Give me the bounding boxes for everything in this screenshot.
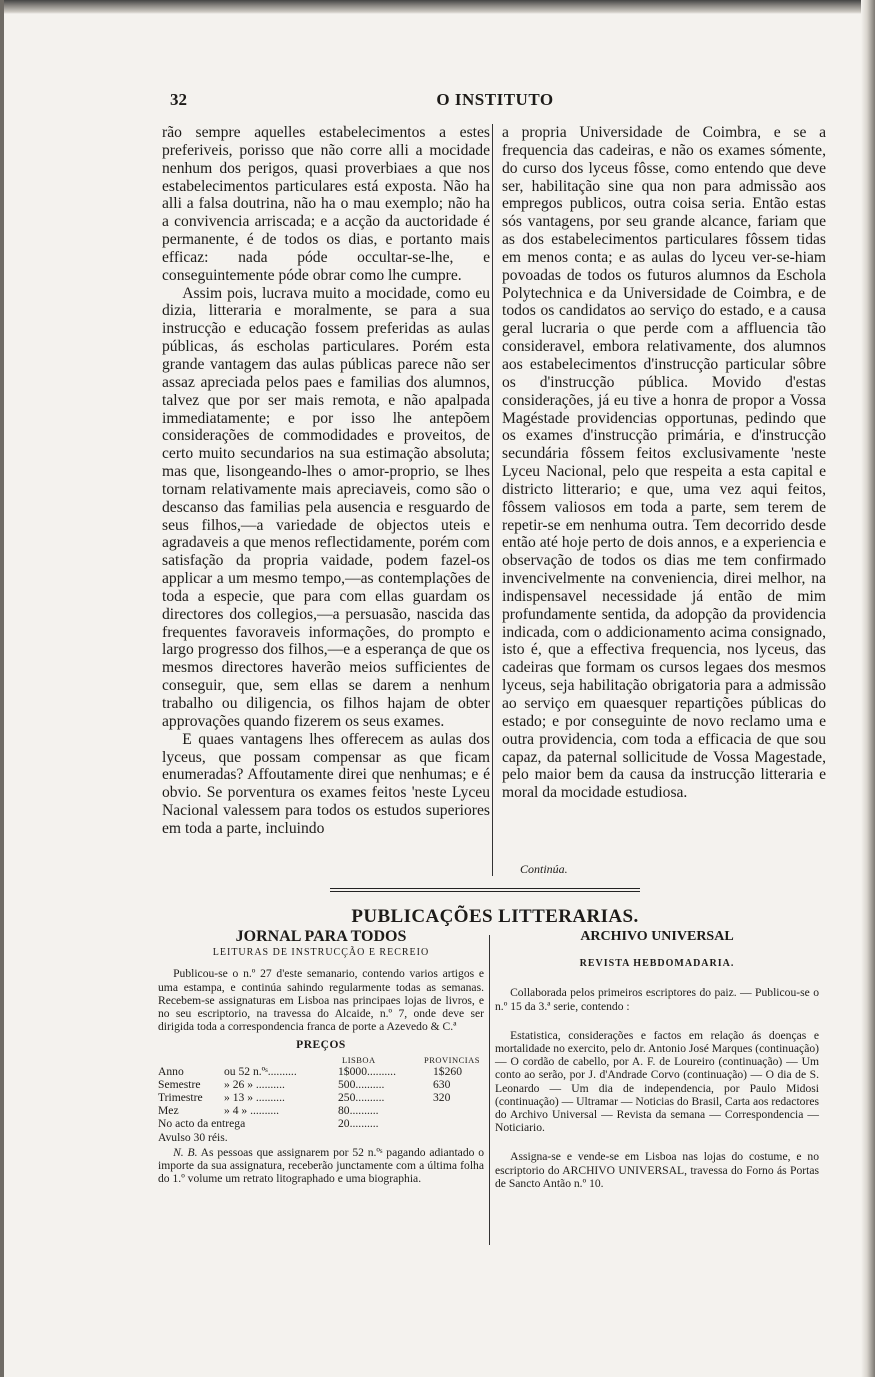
price-qty: » 4 » .......... xyxy=(224,1104,280,1118)
price-table xyxy=(158,1065,484,1131)
jornal-body: Publicou-se o n.º 27 d'este semanario, contendo varios artigos e uma estampa, e continúa sahindo regularmente todas as semanas. Recebem-se assignaturas em Lisboa nas principaes lojas de livros, e no seu escriptorio, na travessa do Alcaide, n.º 7, onde deve ser dirigida toda a correspondencia franca de porte a Azevedo & C.ª xyxy=(158,967,484,1034)
nb-text: As pessoas que assignarem por 52 n.ºˢ pagando adiantado o importe da sua assignatura, receberão junctamente com a última folha do 1.º volume um retrato litographado e uma biographia. xyxy=(158,1145,485,1186)
price-lisboa: 20.......... xyxy=(338,1117,379,1131)
section-rule xyxy=(330,891,640,892)
article-paragraph: rão sempre aquelles estabelecimentos a estes preferiveis, porisso que não corre alli a mocidade nenhum dos perigos, quasi proverbiaes a que nos estabelecimentos particulares está exposta. Não ha alli a falsa doutrina, não ha o mau exemplo; não ha a convivencia arriscada; e a acção da auctoridade é permanente, é de todos os dias, e portanto mais efficaz: nada póde occultar-se-lhe, e conseguintemente póde obrar como lhe cumpre. xyxy=(162,124,490,284)
price-qty: ou 52 n.ºˢ.......... xyxy=(224,1064,297,1078)
price-term: No acto da entrega xyxy=(158,1117,246,1131)
price-term: Semestre xyxy=(158,1077,201,1091)
prices-header xyxy=(158,1054,484,1065)
running-title: O INSTITUTO xyxy=(436,90,554,109)
article-right-column xyxy=(502,124,826,802)
avulso-price: Avulso 30 réis. xyxy=(158,1130,228,1144)
archivo-intro: Collaborada pelos primeiros escriptores do paiz. — Publicou-se o n.º 15 da 3.ª serie, contendo : xyxy=(495,986,819,1013)
price-term: Mez xyxy=(158,1104,179,1118)
price-row xyxy=(158,1091,484,1104)
page-number: 32 xyxy=(170,90,187,109)
price-lisboa: 1$000.......... xyxy=(338,1064,396,1078)
price-row xyxy=(158,1078,484,1091)
prices-col-provincias: PROVINCIAS xyxy=(424,1054,481,1065)
article-paragraph: Assim pois, lucrava muito a mocidade, como eu dizia, litteraria e moralmente, se para a sua instrucção e educação fossem preferidas as aulas públicas, ás escholas particulares. Porém esta grande vantagem das aulas públicas parece não ser assaz apreciada pelos paes e familias dos alumnos, talvez que por ser mais remota, e não apalpada immediatamente; e por isso lhe antepõem considerações de commodidades e proveitos, de certo muito secundarios na sua estimação absoluta; mas que, lisongeando-lhes o amor-proprio, se lhes tornam relativamente mais apreciaveis, como são o descanso das familias pela ausencia e resguardo de seus filhos,—a variedade de objectos uteis e agradaveis a que menos reflectidamente, porém com satisfação da propria vaidade, podem fazel-os applicar a um mesmo tempo,—as contemplações de toda a especie, que para com ellas guardam os directores dos collegios,—a persuasão, nascida das frequentes favoraveis informações, do prompto e largo progresso dos filhos,—e a esperança de que os mesmos directores haverão meios sufficientes de conseguir, que, sem ellas se darem a nenhum trabalho ou diligencia, os filhos hajam de obter approvações quando fizerem os seus exames. xyxy=(162,284,490,730)
price-term: Trimestre xyxy=(158,1091,203,1104)
price-lisboa: 500.......... xyxy=(338,1077,385,1091)
prices-title: PREÇOS xyxy=(296,1039,346,1052)
nb-label: N. B. xyxy=(173,1145,198,1159)
jornal-advert xyxy=(158,930,484,1185)
scan-edge-right xyxy=(861,0,875,1377)
prices-col-lisboa: LISBOA xyxy=(342,1054,376,1065)
price-prov: 320 xyxy=(433,1091,451,1104)
scan-edge-top xyxy=(0,0,875,14)
price-term: Anno xyxy=(158,1064,184,1078)
archivo-advert xyxy=(495,930,819,1190)
archivo-subtitle: REVISTA HEBDOMADARIA. xyxy=(579,958,735,970)
section-title: PUBLICAÇÕES LITTERARIAS. xyxy=(351,906,639,927)
section-rule xyxy=(330,888,640,889)
price-row xyxy=(158,1104,484,1117)
price-qty: » 13 » .......... xyxy=(224,1091,285,1104)
ad-column-rule xyxy=(489,935,490,1245)
article-paragraph: E quaes vantagens lhes offerecem as aulas dos lyceus, que possam compensar as que ficam enumeradas? Affoutamente direi que nenhumas; e é obvio. Se porventura os exames feitos 'neste Lyceu Nacional valessem para todos os estudos superiores em toda a parte, incluindo xyxy=(162,730,490,837)
price-row xyxy=(158,1117,484,1130)
price-prov: 630 xyxy=(433,1077,451,1091)
article-paragraph: a propria Universidade de Coimbra, e se a frequencia das cadeiras, e não os exames sómente, do curso dos lyceus fôsse, como entendo que deve ser, habilitação sine qua non para admissão aos empregos publicos, outra coisa seria. Então estas sós vantagens, por seu grande alcance, fariam que as dos estabelecimentos particulares fôssem tidas em menos conta; e as aulas do lyceu ver-se-hiam povoadas de todos os futuros alumnos da Eschola Polytechnica e da Universidade de Coimbra, e de todos os candidatos ao serviço do estado, e a causa geral lucraria o que perde com a affluencia tão consideravel, embora relativamente, dos alumnos aos estabelecimentos d'instrucção particular sôbre os d'instrucção pública. Movido d'estas considerações, já eu tive a honra de propor a Vossa Magéstade providencias opportunas, pedindo que os exames d'instrucção primária, e d'instrucção secundária fôssem feitos exclusivamente 'neste Lyceu Nacional, pelo que respeita a esta capital e districto litterario; e que, uma vez aqui feitos, fôssem valiosos em toda a parte, sem terem de repetir-se em nenhuma outra. Tem decorrido desde então até hoje perto de dois annos, e a experiencia e observação de todos os dias me tem confirmado invencivelmente na conveniencia, direi melhor, na indispensavel necessidade já então de mim profundamente sentida, da adopção da providencia indicada, com o addicionamento acima consignado, isto é, que a effectiva frequencia, nos lyceus, das cadeiras que formam os cursos legaes dos mesmos lyceus, seja habilitação obrigatoria para a admissão ao serviço em quaesquer repartições públicas do estado; e por conseguinte de novo reclamo uma e outra providencia, com toda a efficacia de que sou capaz, da paternal sollicitude de Vossa Magestade, pelo maior bem da causa da instrucção litteraria e moral da mocidade estudiosa. xyxy=(502,124,826,802)
jornal-subtitle: LEITURAS DE INSTRUCÇÃO E RECREIO xyxy=(212,947,430,959)
nb-note xyxy=(158,1146,484,1186)
archivo-contents: Estatistica, considerações e factos em relação ás doenças e mortalidade no exercito, pelo dr. Antonio José Marques (continuação) — O cordão de cabello, por A. F. de Loureiro (continuação) — Um conto ao serão, por J. d'Andrade Corvo (continuação) — O dia de S. Leonardo — Um dia de independencia, por Paulo Midosi (continuação) — Ultramar — Noticias do Brasil, Carta aos redactores do Archivo Universal — Revista da semana — Correspondencia — Noticiario. xyxy=(495,1028,819,1135)
scan-edge-left xyxy=(0,0,4,1377)
price-qty: » 26 » .......... xyxy=(224,1077,285,1091)
jornal-title: JORNAL PARA TODOS xyxy=(235,928,407,945)
price-lisboa: 80.......... xyxy=(338,1104,379,1118)
continued-note: Continúa. xyxy=(520,862,568,876)
archivo-title: ARCHIVO UNIVERSAL xyxy=(580,929,734,944)
article-left-column xyxy=(162,124,490,838)
column-rule xyxy=(492,124,493,876)
price-lisboa: 250.......... xyxy=(338,1091,385,1104)
price-row xyxy=(158,1065,484,1078)
archivo-subscribe: Assigna-se e vende-se em Lisboa nas lojas do costume, e no escriptorio do ARCHIVO UNIVERSAL, travessa do Forno ás Portas de Sancto Antão n.º 10. xyxy=(495,1150,819,1190)
price-prov: 1$260 xyxy=(433,1064,462,1078)
